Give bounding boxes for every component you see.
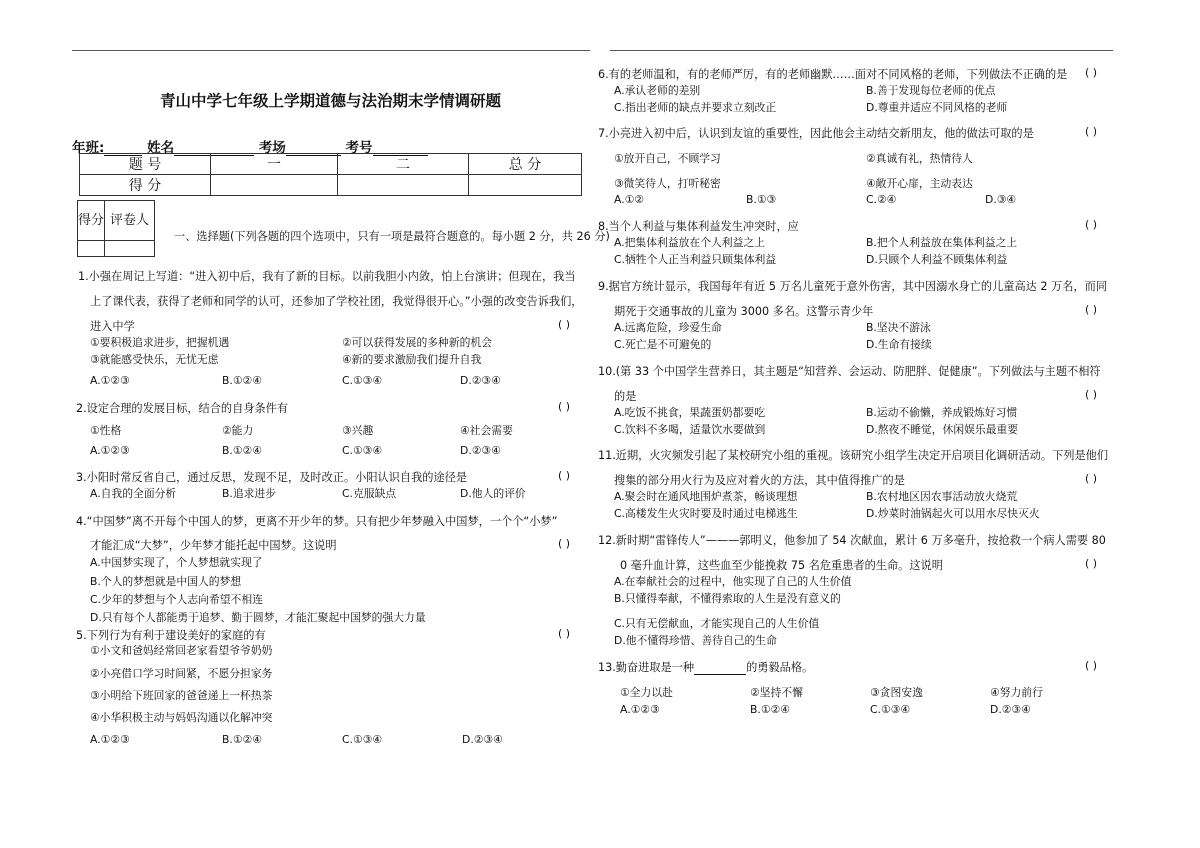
q8-line1: 8.当个人利益与集体利益发生冲突时，应 — [598, 220, 799, 233]
q4-option-d[interactable]: D.只有每个人都能勇于追梦、勤于圆梦，才能汇聚起中国梦的强大力量 — [90, 611, 426, 624]
q9-option-c[interactable]: C.死亡是不可避免的 — [614, 338, 712, 351]
q5-stmt4: ④小华积极主动与妈妈沟通以化解冲突 — [90, 711, 273, 724]
q9-option-d[interactable]: D.生命有接续 — [866, 338, 932, 351]
room-label: 考场 — [258, 140, 286, 156]
q9-line2: 期死于交通事故的儿童为 3000 多名。这警示青少年 — [614, 305, 874, 318]
grader-name-cell[interactable] — [105, 241, 155, 257]
q3-line1: 3.小阳时常反省自己，通过反思，发现不足，及时改正。小阳认识自我的途径是 — [76, 471, 468, 484]
q12-line2: 0 毫升血计算，这些血至少能挽救 75 名危重患者的生命。这说明 — [620, 559, 943, 572]
q13-stem-start: 13.勤奋进取是一种 — [598, 661, 695, 674]
q7-option-b[interactable]: B.①③ — [746, 193, 777, 206]
q2-stmt3: ③兴趣 — [342, 424, 374, 437]
q10-option-c[interactable]: C.饮料不多喝，适量饮水要做到 — [614, 423, 766, 436]
top-rule-left — [72, 50, 590, 51]
q7-option-d[interactable]: D.③④ — [985, 193, 1017, 206]
score-table-cell: 得 分 — [80, 175, 211, 196]
q4-answer-bracket[interactable]: ( ) — [558, 537, 571, 550]
q9-option-b[interactable]: B.坚决不游泳 — [866, 321, 931, 334]
q9-line1: 9.据官方统计显示，我国每年有近 5 万名儿童死于意外伤害，其中因溺水身亡的儿童高达 2 万名，而同 — [598, 280, 1108, 293]
q10-option-a[interactable]: A.吃饭不挑食，果蔬蛋奶都要吃 — [614, 406, 765, 419]
q12-line1: 12.新时期“雷锋传人”———郭明义，他参加了 54 次献血，累计 6 万多毫升，按抢救一个病人需要 80 — [598, 534, 1106, 547]
q13-answer-bracket[interactable]: ( ) — [1085, 659, 1098, 672]
q13-option-b[interactable]: B.①②④ — [750, 703, 790, 716]
q3-option-b[interactable]: B.追求进步 — [222, 487, 277, 500]
q9-answer-bracket[interactable]: ( ) — [1085, 303, 1098, 316]
q2-option-d[interactable]: D.②③④ — [460, 444, 501, 457]
q5-answer-bracket[interactable]: ( ) — [558, 627, 571, 640]
class-label: 年班: — [72, 140, 105, 156]
q5-option-d[interactable]: D.②③④ — [462, 733, 503, 746]
section-heading: 一、选择题(下列各题的四个选项中，只有一项是最符合题意的。每小题 2 分，共 26 分) — [174, 230, 610, 243]
q5-option-c[interactable]: C.①③④ — [342, 733, 383, 746]
q4-line1: 4.“中国梦”离不开每个中国人的梦，更离不开少年的梦。只有把少年梦融入中国梦，一个个“小梦” — [76, 515, 558, 528]
q12-option-c[interactable]: C.只有无偿献血，才能实现自己的人生价值 — [614, 617, 820, 630]
q3-option-d[interactable]: D.他人的评价 — [460, 487, 526, 500]
q8-option-b[interactable]: B.把个人利益放在集体利益之上 — [866, 236, 1018, 249]
q13-stmt4: ④努力前行 — [990, 686, 1043, 699]
q2-answer-bracket[interactable]: ( ) — [558, 400, 571, 413]
q10-answer-bracket[interactable]: ( ) — [1085, 388, 1098, 401]
q6-option-c[interactable]: C.指出老师的缺点并要求立刻改正 — [614, 101, 777, 114]
q1-stmt3: ③就能感受快乐，无忧无虑 — [90, 353, 219, 366]
q1-stmt2: ②可以获得发展的多种新的机会 — [342, 336, 493, 349]
q8-option-a[interactable]: A.把集体利益放在个人利益之上 — [614, 236, 765, 249]
q7-option-c[interactable]: C.②④ — [866, 193, 897, 206]
score-table-cell[interactable] — [338, 175, 469, 196]
q7-stmt2: ②真诚有礼，热情待人 — [866, 152, 973, 165]
exam-title: 青山中学七年级上学期道德与法治期末学情调研题 — [160, 92, 502, 110]
q11-line1: 11.近期，火灾频发引起了某校研究小组的重视。该研究小组学生决定开启项目化调研活动。下列是他们 — [598, 449, 1109, 462]
q13-stmt2: ②坚持不懈 — [750, 686, 803, 699]
q11-option-c[interactable]: C.高楼发生火灾时要及时通过电梯逃生 — [614, 507, 798, 520]
q7-stmt4: ④敞开心扉，主动表达 — [866, 177, 973, 190]
q11-answer-bracket[interactable]: ( ) — [1085, 472, 1098, 485]
q1-option-c[interactable]: C.①③④ — [342, 374, 383, 387]
q4-option-b[interactable]: B.个人的梦想就是中国人的梦想 — [90, 575, 242, 588]
q13-stmt3: ③贪图安逸 — [870, 686, 923, 699]
q6-option-a[interactable]: A.承认老师的差别 — [614, 84, 701, 97]
grader-name-label: 评卷人 — [105, 201, 155, 241]
q7-line1: 7.小亮进入初中后，认识到友谊的重要性，因此他会主动结交新朋友，他的做法可取的是 — [598, 127, 1034, 140]
q2-line1: 2.设定合理的发展目标，结合的自身条件有 — [76, 402, 289, 415]
q9-option-a[interactable]: A.远离危险，珍爱生命 — [614, 321, 722, 334]
q8-option-d[interactable]: D.只顾个人利益不顾集体利益 — [866, 253, 1008, 266]
q1-option-a[interactable]: A.①②③ — [90, 374, 130, 387]
q11-line2: 搜集的部分用火行为及应对着火的方法，其中值得推广的是 — [614, 474, 905, 487]
q8-answer-bracket[interactable]: ( ) — [1085, 218, 1098, 231]
grader-table — [77, 200, 155, 257]
q13-blank[interactable] — [694, 662, 746, 675]
q5-stmt1: ①小文和爸妈经常回老家看望爷爷奶奶 — [90, 644, 273, 657]
score-table-cell[interactable] — [211, 175, 338, 196]
q10-option-d[interactable]: D.熬夜不睡觉，休闲娱乐最重要 — [866, 423, 1019, 436]
q7-answer-bracket[interactable]: ( ) — [1085, 125, 1098, 138]
q1-answer-bracket[interactable]: ( ) — [558, 318, 571, 331]
grader-score-label: 得分 — [78, 201, 105, 241]
q7-option-a[interactable]: A.①② — [614, 193, 644, 206]
q1-stmt4: ④新的要求激励我们提升自我 — [342, 353, 482, 366]
q10-line2: 的是 — [614, 390, 637, 403]
q1-option-b[interactable]: B.①②④ — [222, 374, 262, 387]
score-table-cell[interactable] — [469, 175, 582, 196]
q4-option-c[interactable]: C.少年的梦想与个人志向希望不相连 — [90, 593, 263, 606]
q13-option-d[interactable]: D.②③④ — [990, 703, 1031, 716]
q1-line3: 进入中学 — [90, 320, 135, 333]
q5-stmt2: ②小亮借口学习时间紧，不愿分担家务 — [90, 667, 273, 680]
q1-option-d[interactable]: D.②③④ — [460, 374, 501, 387]
q2-stmt4: ④社会需要 — [460, 424, 513, 437]
score-table-header: 总 分 — [469, 154, 582, 175]
q6-option-b[interactable]: B.善于发现每位老师的优点 — [866, 84, 996, 97]
score-table — [79, 153, 582, 196]
q3-option-a[interactable]: A.自我的全面分析 — [90, 487, 177, 500]
q3-option-c[interactable]: C.克服缺点 — [342, 487, 397, 500]
q13-stem-end: 的勇毅品格。 — [746, 661, 814, 674]
q7-stmt1: ①放开自己，不顾学习 — [614, 152, 721, 165]
q2-option-b[interactable]: B.①②④ — [222, 444, 262, 457]
q2-stmt1: ①性格 — [90, 424, 122, 437]
q10-option-b[interactable]: B.运动不偷懒，养成锻炼好习惯 — [866, 406, 1018, 419]
score-table-header: 题 号 — [80, 154, 211, 175]
q5-option-a[interactable]: A.①②③ — [90, 733, 130, 746]
q1-line1: 1.小强在周记上写道：“进入初中后，我有了新的目标。以前我胆小内敛，怕上台演讲；但现在，我当 — [78, 270, 576, 283]
name-label: 姓名 — [147, 140, 175, 156]
q5-line1: 5.下列行为有利于建设美好的家庭的有 — [76, 629, 266, 642]
q11-option-b[interactable]: B.农村地区因农事活动放火烧荒 — [866, 490, 1018, 503]
q13-line1 — [598, 659, 813, 675]
q12-answer-bracket[interactable]: ( ) — [1085, 557, 1098, 570]
q3-answer-bracket[interactable]: ( ) — [558, 469, 571, 482]
q10-line1: 10.(第 33 个中国学生营养日，其主题是“知营养、会运动、防肥胖、促健康”。下列做法与主题不相符 — [598, 365, 1101, 378]
top-rule-right — [610, 50, 1113, 51]
score-table-header: 二 — [338, 154, 469, 175]
q11-option-d[interactable]: D.炒菜时油锅起火可以用水尽快灭火 — [866, 507, 1040, 520]
q6-line1: 6.有的老师温和，有的老师严厉，有的老师幽默……面对不同风格的老师，下列做法不正确的是 — [598, 68, 1068, 81]
q5-option-b[interactable]: B.①②④ — [222, 733, 262, 746]
score-table-header: 一 — [211, 154, 338, 175]
q6-option-d[interactable]: D.尊重并适应不同风格的老师 — [866, 101, 1008, 114]
q12-option-d[interactable]: D.他不懂得珍惜、善待自己的生命 — [614, 634, 777, 647]
q5-stmt3: ③小明给下班回家的爸爸递上一杯热茶 — [90, 689, 273, 702]
q6-answer-bracket[interactable]: ( ) — [1085, 66, 1098, 79]
q13-stmt1: ①全力以赴 — [620, 686, 673, 699]
q4-line2: 才能汇成“大梦”，少年梦才能托起中国梦。这说明 — [90, 539, 337, 552]
q13-option-c[interactable]: C.①③④ — [870, 703, 911, 716]
q2-option-a[interactable]: A.①②③ — [90, 444, 130, 457]
q4-option-a[interactable]: A.中国梦实现了，个人梦想就实现了 — [90, 556, 263, 569]
q2-option-c[interactable]: C.①③④ — [342, 444, 383, 457]
q12-option-b[interactable]: B.只懂得奉献，不懂得索取的人生是没有意义的 — [614, 592, 841, 605]
q8-option-c[interactable]: C.牺牲个人正当利益只顾集体利益 — [614, 253, 777, 266]
q1-stmt1: ①要积极追求进步，把握机遇 — [90, 336, 230, 349]
q13-option-a[interactable]: A.①②③ — [620, 703, 660, 716]
number-label: 考号 — [345, 140, 373, 156]
grader-score-cell[interactable] — [78, 241, 105, 257]
q7-stmt3: ③微笑待人，打听秘密 — [614, 177, 721, 190]
q11-option-a[interactable]: A.聚会时在通风地围炉煮茶，畅谈理想 — [614, 490, 798, 503]
q2-stmt2: ②能力 — [222, 424, 254, 437]
q1-line2: 上了课代表，获得了老师和同学的认可，还参加了学校社团，我觉得很开心。”小强的改变告诉我们， — [90, 295, 583, 308]
q12-option-a[interactable]: A.在奉献社会的过程中，他实现了自己的人生价值 — [614, 575, 852, 588]
